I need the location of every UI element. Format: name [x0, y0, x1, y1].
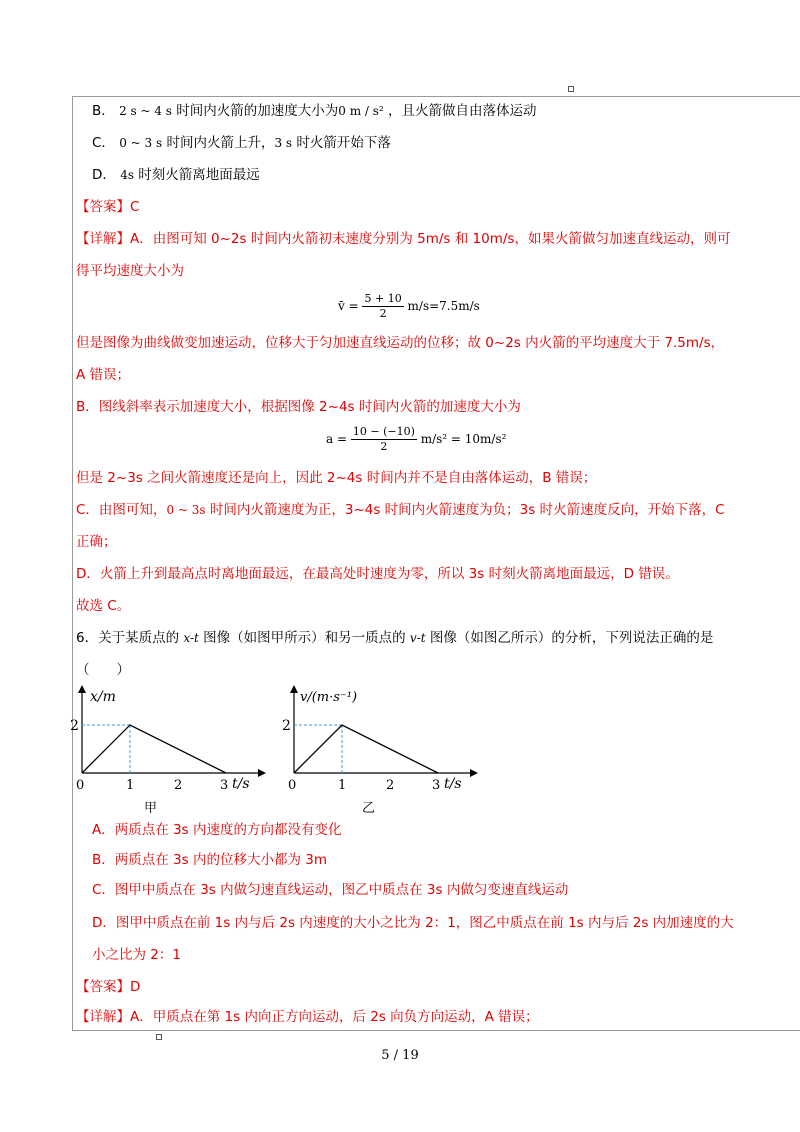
graph-line [294, 725, 438, 773]
frame-bottom-rule [72, 1030, 800, 1031]
corner-mark [568, 86, 574, 92]
y-axis-label: x/m [90, 689, 116, 705]
answer-2: 【答案】D [76, 979, 141, 995]
question-6-blank: （ ） [76, 662, 130, 678]
option-6-b: B．两质点在 3s 内的位移大小都为 3m [92, 852, 327, 868]
question-6-stem: 6．关于某质点的 x-t 图像（如图甲所示）和另一质点的 v-t 图像（如图乙所示）的分析，下列说法正确的是 [76, 630, 714, 646]
x-axis-label: t/s [444, 776, 462, 792]
x-axis-arrow [470, 769, 478, 777]
detail-1-line-5: B．图线斜率表示加速度大小，根据图像 2~4s 时间内火箭的加速度大小为 [76, 399, 521, 415]
detail-1-line-8: 正确； [76, 534, 117, 550]
detail-1-line-1: 【详解】A．由图可知 0~2s 时间内火箭初末速度分别为 5m/s 和 10m/s，如果火箭做匀加速直线运动，则可 [76, 231, 731, 247]
y-tick-label: 2 [282, 718, 291, 734]
option-6-a: A．两质点在 3s 内速度的方向都没有变化 [92, 822, 342, 838]
detail-1-line-6: 但是 2~3s 之间火箭速度还是向上，因此 2~4s 时间内并不是自由落体运动，B 错误； [76, 470, 597, 486]
option-6-d-line-1: D．图甲中质点在前 1s 内与后 2s 内速度的大小之比为 2：1，图乙中质点在前 1s 内与后 2s 内加速度的大 [92, 915, 734, 931]
x-axis-label: t/s [232, 776, 250, 792]
detail-1-line-4: A 错误； [76, 367, 131, 383]
y-axis-arrow [78, 685, 86, 693]
frame-left-rule [72, 96, 73, 1030]
answer-1: 【答案】C [76, 199, 140, 215]
graph-jia [70, 685, 270, 815]
option-6-c: C．图甲中质点在 3s 内做匀速直线运动，图乙中质点在 3s 内做匀变速直线运动 [92, 882, 569, 898]
y-axis-arrow [290, 685, 298, 693]
formula-acceleration: a = $\frac{10 - (-10)}{2}$ m/s² = 10m/s² [326, 425, 507, 453]
x-tick-0: 0 [76, 778, 85, 793]
detail-2-line-1: 【详解】A．甲质点在第 1s 内向正方向运动，后 2s 向负方向运动，A 错误； [76, 1009, 539, 1025]
y-axis-label: v/(m·s⁻¹) [300, 690, 358, 705]
detail-1-line-10: 故选 C。 [76, 598, 131, 614]
option-b-prev: B． 2 s ~ 4 s 时间内火箭的加速度大小为0 m / s² ，且火箭做自由落体运动 [92, 103, 537, 119]
graph-yi [282, 685, 482, 815]
detail-1-line-9: D．火箭上升到最高点时离地面最远，在最高处时速度为零，所以 3s 时刻火箭离地面最远，D 错误。 [76, 566, 679, 582]
frame-top-rule [72, 96, 800, 97]
option-d-prev: D． 4s 时刻火箭离地面最远 [92, 167, 260, 183]
graph-caption: 乙 [362, 801, 376, 815]
detail-1-line-3: 但是图像为曲线做变加速运动，位移大于匀加速直线运动的位移；故 0~2s 内火箭的平均速度大于 7.5m/s， [76, 335, 725, 351]
x-tick-1: 1 [126, 778, 135, 793]
option-6-d-line-2: 小之比为 2：1 [92, 947, 181, 963]
graph-line [82, 725, 226, 773]
x-tick-1: 1 [338, 778, 347, 793]
detail-1-line-7: C．由图可知，0 ~ 3s 时间内火箭速度为正，3~4s 时间内火箭速度为负；3s 时火箭速度反向，开始下落，C [76, 502, 725, 518]
detail-1-line-2: 得平均速度大小为 [76, 263, 184, 279]
y-tick-label: 2 [70, 718, 79, 734]
graph-caption: 甲 [144, 801, 158, 815]
x-tick-0: 0 [288, 778, 297, 793]
corner-mark [156, 1034, 162, 1040]
formula-average-velocity: v̄ = $\frac{5 + 10}{2}$ m/s=7.5m/s [338, 292, 480, 320]
x-tick-3: 3 [220, 778, 229, 793]
option-c-prev: C． 0 ~ 3 s 时间内火箭上升，3 s 时火箭开始下落 [92, 135, 391, 151]
x-tick-2: 2 [386, 778, 395, 793]
x-tick-3: 3 [432, 778, 441, 793]
x-tick-2: 2 [174, 778, 183, 793]
page-number: 5 / 19 [381, 1048, 419, 1063]
x-axis-arrow [258, 769, 266, 777]
